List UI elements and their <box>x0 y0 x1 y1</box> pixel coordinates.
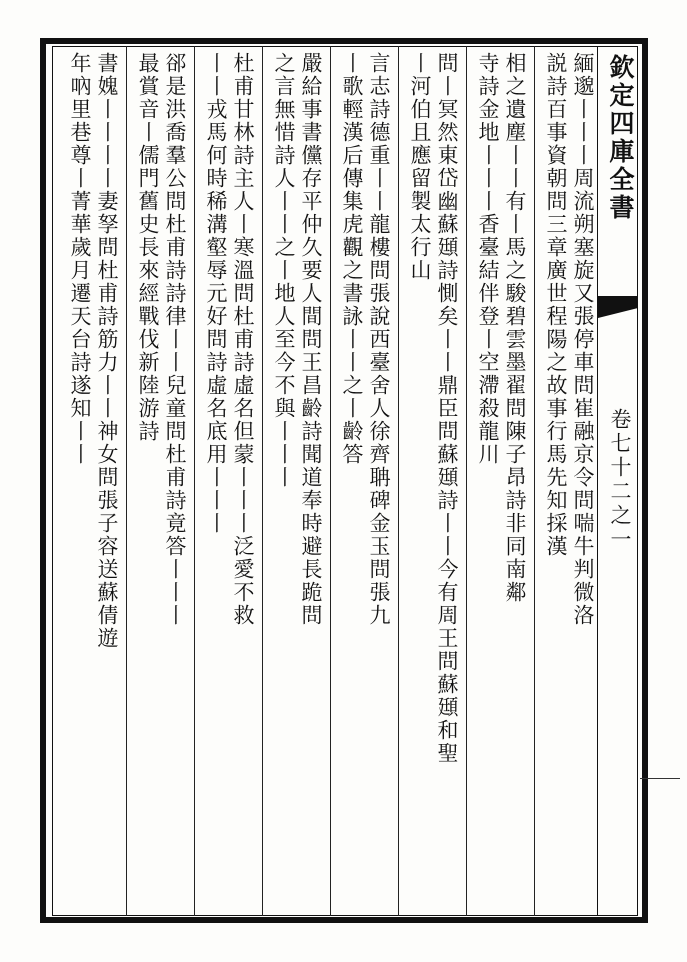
text-line <box>270 52 297 914</box>
text-line <box>542 52 569 914</box>
text-column <box>474 52 528 914</box>
text-fragment: 杜甫甘林詩主人丨 <box>231 52 255 236</box>
text-fragment: 來經戰伐新陸游詩 <box>136 259 160 443</box>
text-fragment: 緬邈丨丨丨周流朔塞旋又張 <box>571 52 595 328</box>
text-fragment: 嚴給事書儻存平仲久要 <box>299 52 323 282</box>
text-fragment: 停車問 <box>571 328 595 397</box>
column-rule <box>534 46 535 916</box>
text-fragment: 書媿丨丨丨丨 <box>95 52 119 190</box>
book-title: 欽定四庫全書 <box>606 54 635 222</box>
column-rule <box>398 46 399 916</box>
text-fragment: 最賞音 <box>136 52 160 121</box>
text-column <box>134 52 188 914</box>
column-rule <box>330 46 331 916</box>
text-line <box>229 52 256 914</box>
text-fragment: 妻孥問 <box>95 190 119 259</box>
text-line <box>474 52 501 914</box>
text-line <box>338 52 365 914</box>
text-fragment: 説詩百事資朝問三章廣世程 <box>544 52 568 328</box>
text-fragment: 王昌齡詩聞道奉時避 <box>299 351 323 558</box>
text-fragment: 齡答 <box>340 420 364 466</box>
text-fragment: 蘇頲詩丨丨今有 <box>435 443 459 604</box>
text-fragment: 年吶里巷尊 <box>68 52 92 167</box>
text-fragment: 丨丨戎馬何時稀 <box>204 52 228 213</box>
text-column <box>406 52 460 914</box>
text-fragment: 長跪問 <box>299 558 323 627</box>
text-line <box>66 52 93 914</box>
text-line <box>134 52 161 914</box>
text-line <box>501 52 528 914</box>
text-line <box>406 52 433 914</box>
text-fragment: 丨歌輕漢后傳 <box>340 52 364 190</box>
text-line <box>433 52 460 914</box>
column-rule <box>126 46 127 916</box>
text-fragment: 相之遺塵丨丨有丨馬之駿碧雲 <box>503 52 527 351</box>
text-column <box>202 52 256 914</box>
column-rule <box>262 46 263 916</box>
text-fragment: 寺詩金地丨丨丨香臺結伴登 <box>476 52 500 328</box>
text-fragment: 杜甫詩詩律丨丨 <box>163 213 187 374</box>
text-fragment: 丨菁華歲月遷 <box>68 167 92 305</box>
text-fragment: 製太行山 <box>408 190 432 282</box>
text-fragment: 丨河伯且應留 <box>408 52 432 190</box>
text-line <box>297 52 324 914</box>
text-fragment: 周王問 <box>435 604 459 673</box>
text-fragment: 之言無惜詩人丨丨之丨 <box>272 52 296 282</box>
text-fragment: 杜甫詩虛名但蒙丨丨丨泛愛不救 <box>231 305 255 627</box>
fish-tail-mark <box>598 296 638 318</box>
text-fragment: 南鄰 <box>503 558 527 604</box>
text-fragment: 張子容送蘇倩遊 <box>95 489 119 650</box>
text-fragment: 墨翟問 <box>503 351 527 420</box>
juan-number: 卷七十二之一 <box>608 408 632 552</box>
text-fragment: 崔融京令問喘牛判微洛 <box>571 397 595 627</box>
text-fragment: 神女問 <box>95 420 119 489</box>
text-fragment: 寒溫問 <box>231 236 255 305</box>
text-fragment: 丨儒門舊史長 <box>136 121 160 259</box>
text-fragment: 杜甫詩竟答丨丨丨 <box>163 443 187 627</box>
text-line <box>93 52 120 914</box>
text-fragment: 張九 <box>367 581 391 627</box>
text-fragment: 蘇頲詩惻矣丨丨 <box>435 213 459 374</box>
text-fragment: 丨空滯殺龍川 <box>476 328 500 466</box>
text-fragment: 羣公問 <box>163 144 187 213</box>
text-fragment: 鼎臣問 <box>435 374 459 443</box>
text-fragment: 郤是洪喬 <box>163 52 187 144</box>
text-line <box>161 52 188 914</box>
text-column <box>542 52 596 914</box>
text-column <box>270 52 324 914</box>
text-fragment: 問丨冥然東岱幽 <box>435 52 459 213</box>
text-fragment: 龍樓問 <box>367 213 391 282</box>
text-fragment: 杜甫詩筋力丨丨 <box>95 259 119 420</box>
text-fragment: 人間問 <box>299 282 323 351</box>
text-fragment: 兒童問 <box>163 374 187 443</box>
column-rule <box>466 46 467 916</box>
margin-column-rule <box>597 46 598 916</box>
column-rule <box>194 46 195 916</box>
text-fragment: 蘇頲和聖 <box>435 673 459 765</box>
text-fragment: 地人至今不與丨丨丨 <box>272 282 296 489</box>
text-fragment: 集虎觀之書詠丨丨之丨 <box>340 190 364 420</box>
text-fragment: 天台詩遂知丨丨 <box>68 305 92 466</box>
text-column <box>338 52 392 914</box>
text-column <box>66 52 120 914</box>
text-line <box>365 52 392 914</box>
text-fragment: 金玉問 <box>367 512 391 581</box>
text-fragment: 溝壑辱元好問詩虛名底用丨丨丨 <box>204 213 228 535</box>
text-fragment: 陳子昂詩非同 <box>503 420 527 558</box>
text-fragment: 陽之故事行馬先知採漢 <box>544 328 568 558</box>
text-fragment: 言志詩德重丨丨 <box>367 52 391 213</box>
text-line <box>569 52 596 914</box>
text-fragment: 張說西臺舍人徐齊聃碑 <box>367 282 391 512</box>
text-line <box>202 52 229 914</box>
margin-tick <box>640 778 680 779</box>
